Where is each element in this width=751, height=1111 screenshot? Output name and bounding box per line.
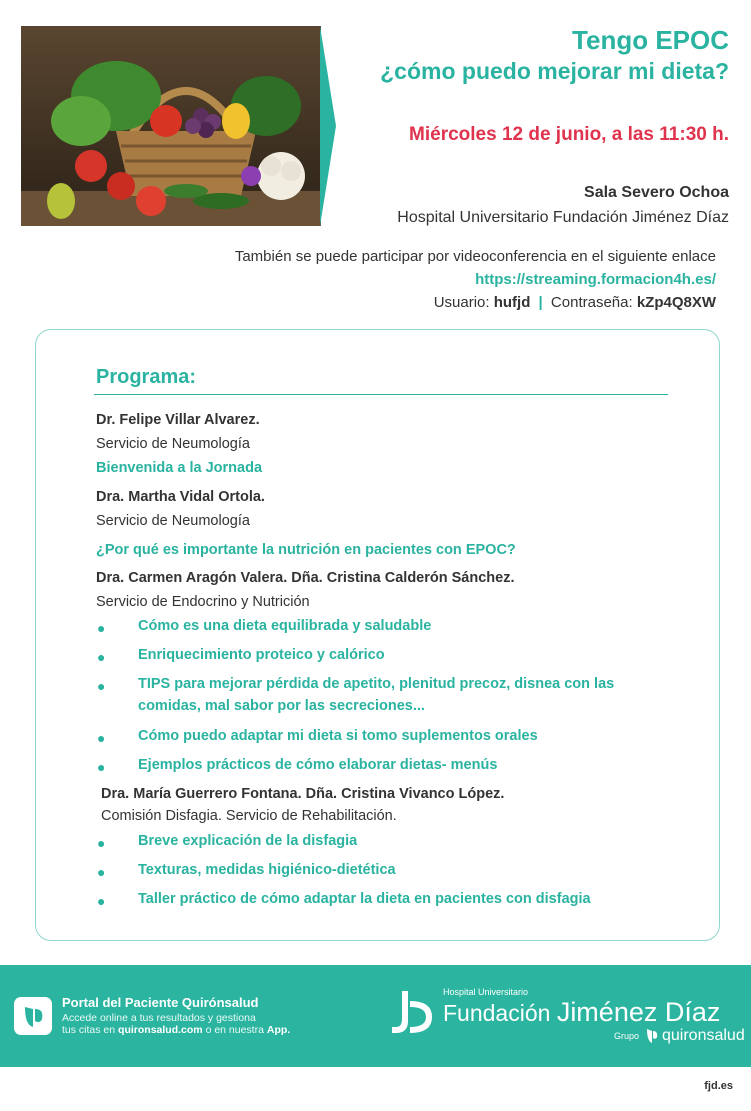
venue-room: Sala Severo Ochoa (584, 184, 729, 201)
bullet-marker: ● (97, 864, 106, 880)
portal-app-link[interactable]: App. (266, 1024, 291, 1036)
bullet-item: TIPS para mejorar pérdida de apetito, plenitud precoz, disnea con las comidas, mal sabor por las secreciones... (138, 676, 615, 714)
program-divider (94, 394, 668, 395)
bullet-marker: ● (97, 649, 106, 665)
password-label: Contraseña: (550, 294, 633, 311)
portal-desc-mid: o en nuestra (205, 1024, 264, 1036)
venue-hospital: Hospital Universitario Fundación Jiménez Díaz (397, 209, 729, 226)
hero-arrow-shape (320, 26, 336, 226)
footer-band (0, 965, 751, 1067)
user-value: hufjd (493, 294, 531, 311)
department-1: Servicio de Neumología (96, 436, 250, 452)
speaker-2: Dra. Martha Vidal Ortola. (96, 489, 265, 505)
fjd-name-a: Fundación (443, 1000, 551, 1026)
quironsalud-logo-icon (645, 1027, 659, 1045)
title-line-2: ¿cómo puedo mejorar mi dieta? (380, 58, 729, 84)
bullet-item: Taller práctico de cómo adaptar la dieta en pacientes con disfagia (138, 891, 591, 907)
speaker-3: Dra. Carmen Aragón Valera. Dña. Cristina Calderón Sánchez. (96, 570, 515, 586)
streaming-info (235, 245, 716, 314)
portal-site-link[interactable]: quironsalud.com (118, 1024, 203, 1036)
portal-description-2 (62, 1024, 290, 1036)
streaming-intro: También se puede participar por videoconferencia en el siguiente enlace (234, 248, 716, 265)
portal-desc-pre: tus citas en (62, 1024, 116, 1036)
password-value: kZp4Q8XW (636, 294, 716, 311)
bullet-item: Texturas, medidas higiénico-dietética (138, 862, 396, 878)
bullet-item: Ejemplos prácticos de cómo elaborar dietas- menús (138, 757, 498, 773)
fjd-logo-icon (388, 987, 436, 1037)
credential-separator: | (538, 294, 543, 311)
event-venue (397, 180, 729, 230)
topic-1: Bienvenida a la Jornada (96, 460, 263, 476)
quironsalud-wordmark: quironsalud (662, 1027, 745, 1044)
user-label: Usuario: (433, 294, 490, 311)
hero-image-vegetables (21, 26, 321, 226)
topic-2: ¿Por qué es importante la nutrición en pacientes con EPOC? (96, 542, 516, 558)
fjd-name (443, 997, 720, 1028)
portal-description-1: Accede online a tus resultados y gestiona (62, 1012, 256, 1024)
bullet-item: Cómo puedo adaptar mi dieta si tomo suplementos orales (138, 728, 538, 744)
program-heading: Programa: (96, 366, 197, 388)
bullet-marker: ● (97, 730, 106, 746)
department-3: Servicio de Endocrino y Nutrición (96, 594, 310, 610)
title-line-1: Tengo EPOC (572, 25, 729, 55)
streaming-link[interactable]: https://streaming.formacion4h.es/ (475, 271, 716, 288)
fjd-name-b: Jiménez Díaz (556, 997, 721, 1027)
streaming-credentials (235, 291, 716, 314)
portal-app-icon[interactable] (14, 997, 52, 1035)
portal-title: Portal del Paciente Quirónsalud (62, 995, 259, 1010)
bullet-marker: ● (97, 893, 106, 909)
event-title (380, 24, 729, 86)
bullet-marker: ● (97, 759, 106, 775)
website-url[interactable]: fjd.es (704, 1080, 733, 1092)
program-box (35, 329, 720, 941)
bullet-item: Cómo es una dieta equilibrada y saludable (138, 618, 432, 634)
fjd-subtitle: Hospital Universitario (443, 987, 529, 997)
grupo-label: Grupo (614, 1031, 640, 1041)
bullet-item: Enriquecimiento proteico y calórico (138, 647, 385, 663)
bullet-marker: ● (97, 678, 106, 694)
bullet-marker: ● (97, 835, 106, 851)
event-date: Miércoles 12 de junio, a las 11:30 h. (409, 124, 729, 145)
bullet-marker: ● (97, 620, 106, 636)
bullet-item: Breve explicación de la disfagia (138, 833, 358, 849)
department-4: Comisión Disfagia. Servicio de Rehabilitación. (101, 808, 397, 824)
department-2: Servicio de Neumología (96, 513, 250, 529)
speaker-4: Dra. María Guerrero Fontana. Dña. Cristina Vivanco López. (101, 786, 505, 802)
speaker-1: Dr. Felipe Villar Alvarez. (96, 412, 260, 428)
